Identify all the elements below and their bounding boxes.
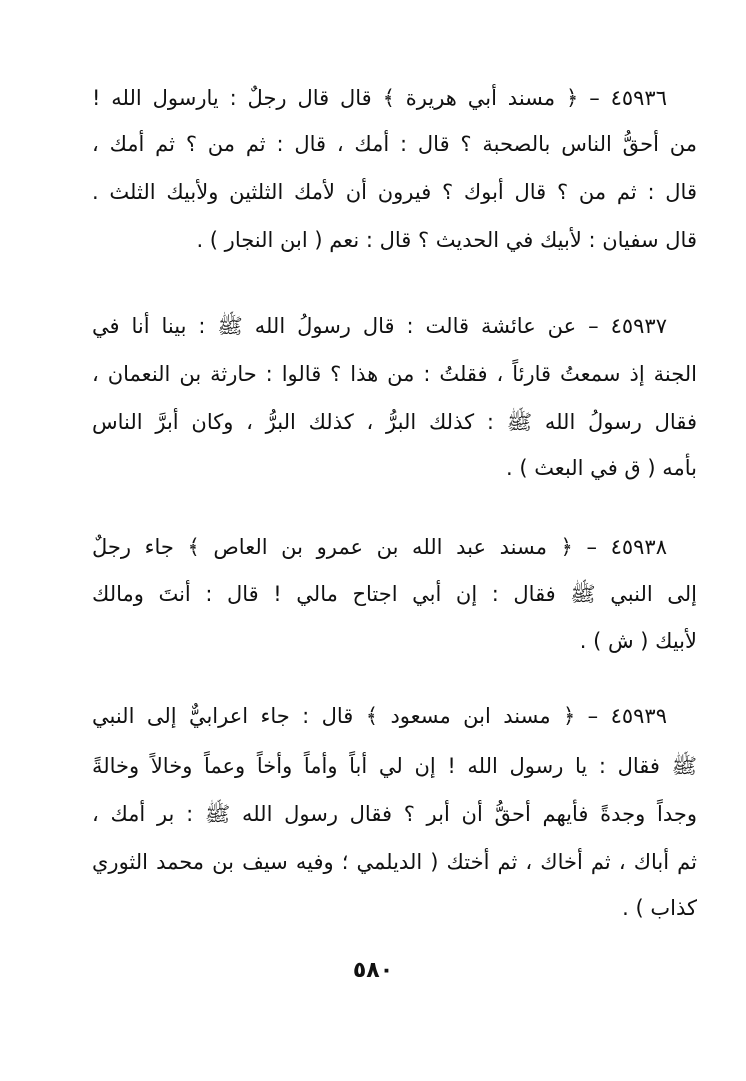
text-line: وجداً وجدةً فأيهم أحقُّ أن أبر ؟ فقال رسول الله ﷺ : بر أمك ، [92, 802, 697, 826]
page-number: ٥٨٠ [352, 958, 394, 983]
hadith-entry-45937 [92, 314, 697, 480]
text-line: قال سفيان : لأبيك في الحديث ؟ قال : نعم ( ابن النجار ) . [196, 228, 697, 252]
hadith-entry-45939 [92, 704, 697, 920]
text-line: ٤٥٩٣٧ – عن عائشة قالت : قال رسولُ الله ﷺ : بينا أنا في [92, 314, 667, 338]
text-line: ﷺ فقال : يا رسول الله ! إن لي أباً وأماً وأخاً وعماً وخالاً وخالةً [92, 754, 697, 778]
text-line: لأبيك ( ش ) . [579, 629, 697, 653]
text-line: ٤٥٩٣٨ – ﴿ مسند عبد الله بن عمرو بن العاص ﴾ جاء رجلٌ [92, 535, 667, 559]
hadith-entry-45938 [92, 535, 697, 653]
text-line: قال : ثم من ؟ قال أبوك ؟ فيرون أن لأمك الثلثين ولأبيك الثلث . [92, 180, 697, 204]
text-line: بأمه ( ق في البعث ) . [505, 456, 697, 480]
text-line: فقال رسولُ الله ﷺ : كذلك البرُّ ، كذلك البرُّ ، وكان أبرَّ الناس [92, 410, 697, 434]
text-line: الجنة إذ سمعتُ قارئاً ، فقلتُ : من هذا ؟ قالوا : حارثة بن النعمان ، [92, 362, 697, 386]
text-line: ٤٥٩٣٩ – ﴿ مسند ابن مسعود ﴾ قال : جاء اعرابيٌّ إلى النبي [92, 704, 667, 728]
text-line: كذاب ) . [622, 896, 697, 920]
text-line: ٤٥٩٣٦ – ﴿ مسند أبي هريرة ﴾ قال قال رجلٌ : يارسول الله ! [92, 86, 667, 110]
text-line: من أحقُّ الناس بالصحبة ؟ قال : أمك ، قال : ثم من ؟ ثم أمك ، [92, 132, 697, 156]
text-line: ثم أباك ، ثم أخاك ، ثم أختك ( الديلمي ؛ وفيه سيف بن محمد الثوري [92, 850, 697, 874]
hadith-entry-45936 [92, 86, 697, 252]
text-line: إلى النبي ﷺ فقال : إن أبي اجتاح مالي ! قال : أنتَ ومالك [92, 582, 697, 606]
